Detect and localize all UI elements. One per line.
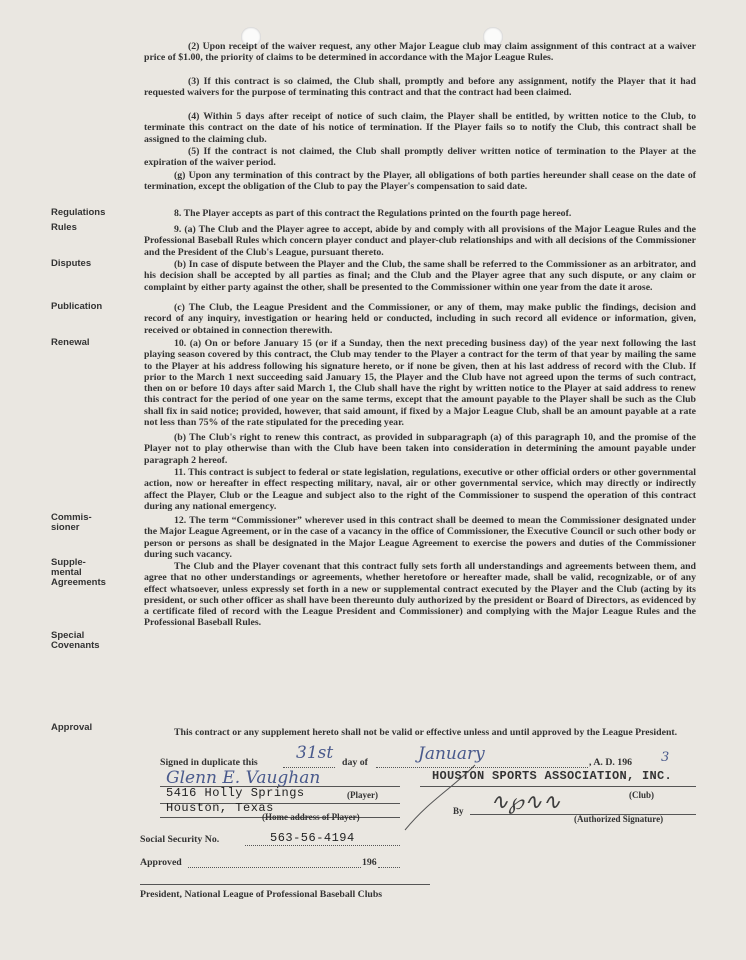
clause-10b-renewal: (b) The Club's right to renew this contract, as provided in subparagraph (a) of this paragraph 10, and the promise of the Player not to play otherwise than with the Club have been taken into consideration in determining the amount payable under paragraph 2 hereof. xyxy=(144,432,696,466)
ssn-fill-line xyxy=(245,845,400,846)
clause-9c-publication: (c) The Club, the League President and the Commissioner, or any of them, may make public the findings, decision and record of any inquiry, investigation or hearing held or conducted, including in such record all evidence or information, given, received or obtained in connection therewith. xyxy=(144,302,696,336)
clause-8-regulations: 8. The Player accepts as part of this contract the Regulations printed on the fourth page hereof. xyxy=(174,208,572,219)
authorized-signature-scrawl: ∿℘∿∿ xyxy=(490,790,561,815)
player-street-address: 5416 Holly Springs xyxy=(166,786,305,800)
clause-9a-rules: 9. (a) The Club and the Player agree to accept, abide by and comply with all provisions of the Major League Rules and the Professional Baseball Rules which concern player conduct and player-club relationships and with all decisions of the Commissioner and the President of the Club's League, pursuant thereto. xyxy=(144,224,696,258)
clause-claimed-notify: (3) If this contract is so claimed, the Club shall, promptly and before any assignment, notify the Player that it had requested waivers for the purpose of terminating this contract and that the contract had been claimed. xyxy=(144,76,696,99)
side-label-approval: Approval xyxy=(51,722,93,733)
side-label-disputes: Disputes xyxy=(51,258,92,269)
club-label: (Club) xyxy=(629,790,655,800)
ssn-value: 563-56-4194 xyxy=(270,831,355,845)
side-label-publication: Publication xyxy=(51,301,103,312)
player-signature: Glenn E. Vaughan xyxy=(166,768,321,788)
clause-waiver-claim: (2) Upon receipt of the waiver request, any other Major League club may claim assignment of this contract at a waiver price of $1.00, the priority of claims to be determined in accordance with the Major League Rules. xyxy=(144,41,696,64)
approved-year-fill-line xyxy=(378,867,400,868)
clause-supplemental-agreements: The Club and the Player covenant that this contract fully sets forth all understandings and agreements between them, and agree that no other understandings or agreements, whether heretofore or hereafter made, shall be valid, recognizable, or of any effect whatsoever, unless expressly set forth in a new or supplemental contract executed by the Player and the Club (acting by its president, or such other officer as shall have been thereunto duly authorized by the president or Board of Directors, as evidenced by a certificate filed of record with the League President and Commissioner) and complying with the Major League Rules and the Professional Baseball Rules. xyxy=(144,561,696,629)
clause-not-claimed: (5) If the contract is not claimed, the Club shall promptly deliver written notice of termination to the Player at the expiration of the waiver period. xyxy=(144,146,696,169)
side-label-commissioner: Commis- sioner xyxy=(51,512,92,533)
player-city-state: Houston, Texas xyxy=(166,801,274,815)
clause-10a-renewal: 10. (a) On or before January 15 (or if a Sunday, then the next preceding business day) of the year next following the last playing season covered by this contract, the Club may tender to the Player a contract for the term of that year by mailing the same to the Player at his address following his signature hereto, or if none be given, then at his last address of record with the Club. If prior to the March 1 next succeeding said January 15, the Player and the Club have not agreed upon the terms of such contract, then on or before 10 days after said March 1, the Club shall have the right by written notice to the Player at said address to renew this contract for the period of one year on the same terms, except that the amount payable to the Player shall be such as the Club shall fix in said notice; provided, however, that said amount, if fixed by a Major League Club, shall be an amount payable at a rate not less than 75% of the rate stipulated for the preceding year. xyxy=(144,338,696,429)
clause-9b-disputes: (b) In case of dispute between the Player and the Club, the same shall be referred to the Commissioner as an arbitrator, and his decision shall be accepted by all parties as final; and the Club and the Player agree that any such dispute, or any claim or complaint by either party against the other, shall be presented to the Commissioner within one year from the date it arose. xyxy=(144,259,696,293)
day-handwritten: 31st xyxy=(296,743,334,763)
clause-12-commissioner: 12. The term “Commissioner” wherever used in this contract shall be deemed to mean the Commissioner designated under the Major League Agreement, or in the case of a vacancy in the office of Commissioner, the Executive Council or such other body or person or persons as shall be designated in the Major League Agreement to exercise the powers and duties of the Commissioner during such vacancy. xyxy=(144,515,696,560)
month-handwritten: January xyxy=(418,744,485,764)
ssn-label: Social Security No. xyxy=(140,834,220,845)
home-address-label: (Home address of Player) xyxy=(262,812,360,822)
clause-11-legislation: 11. This contract is subject to federal or state legislation, regulations, executive or other official orders or other governmental action, now or hereafter in effect respecting military, naval, air or other governmental service, which may directly or indirectly affect the Player, Club or the League and subject also to the right of the Commissioner to suspend the operation of this contract during any national emergency. xyxy=(144,467,696,512)
side-label-renewal: Renewal xyxy=(51,337,90,348)
signature-flourish xyxy=(400,760,480,840)
president-signature-line xyxy=(140,884,430,885)
side-label-supplemental: Supple- mental Agreements xyxy=(51,557,106,588)
day-of-label: day of xyxy=(342,757,368,768)
approved-fill-line xyxy=(188,867,361,868)
authorized-signature-label: (Authorized Signature) xyxy=(574,814,664,824)
president-label: President, National League of Professional Baseball Clubs xyxy=(140,889,383,900)
player-label: (Player) xyxy=(347,790,378,800)
ad-prefix: , A. D. 196 xyxy=(589,757,632,768)
club-stamp: HOUSTON SPORTS ASSOCIATION, INC. xyxy=(432,769,673,783)
by-label: By xyxy=(453,806,464,816)
year-digit-handwritten: 3 xyxy=(661,750,670,765)
approved-label: Approved xyxy=(140,857,182,868)
clause-g-termination: (g) Upon any termination of this contract by the Player, all obligations of both parties hereunder shall cease on the date of termination, except the obligation of the Club to pay the Player's compensation to said date. xyxy=(144,170,696,193)
side-label-special-covenants: Special Covenants xyxy=(51,630,100,651)
side-label-rules: Rules xyxy=(51,222,77,233)
clause-termination-notice: (4) Within 5 days after receipt of notice of such claim, the Player shall be entitled, by written notice to the Club, to terminate this contract on the date of his notice of termination. If the Player fails so to notify the Club, this contract shall be assigned to the claiming club. xyxy=(144,111,696,145)
clause-approval: This contract or any supplement hereto shall not be valid or effective unless and until approved by the League President. xyxy=(174,727,678,738)
approved-year: 196 xyxy=(362,857,377,868)
signed-prefix: Signed in duplicate this xyxy=(160,757,258,768)
side-label-regulations: Regulations xyxy=(51,207,106,218)
